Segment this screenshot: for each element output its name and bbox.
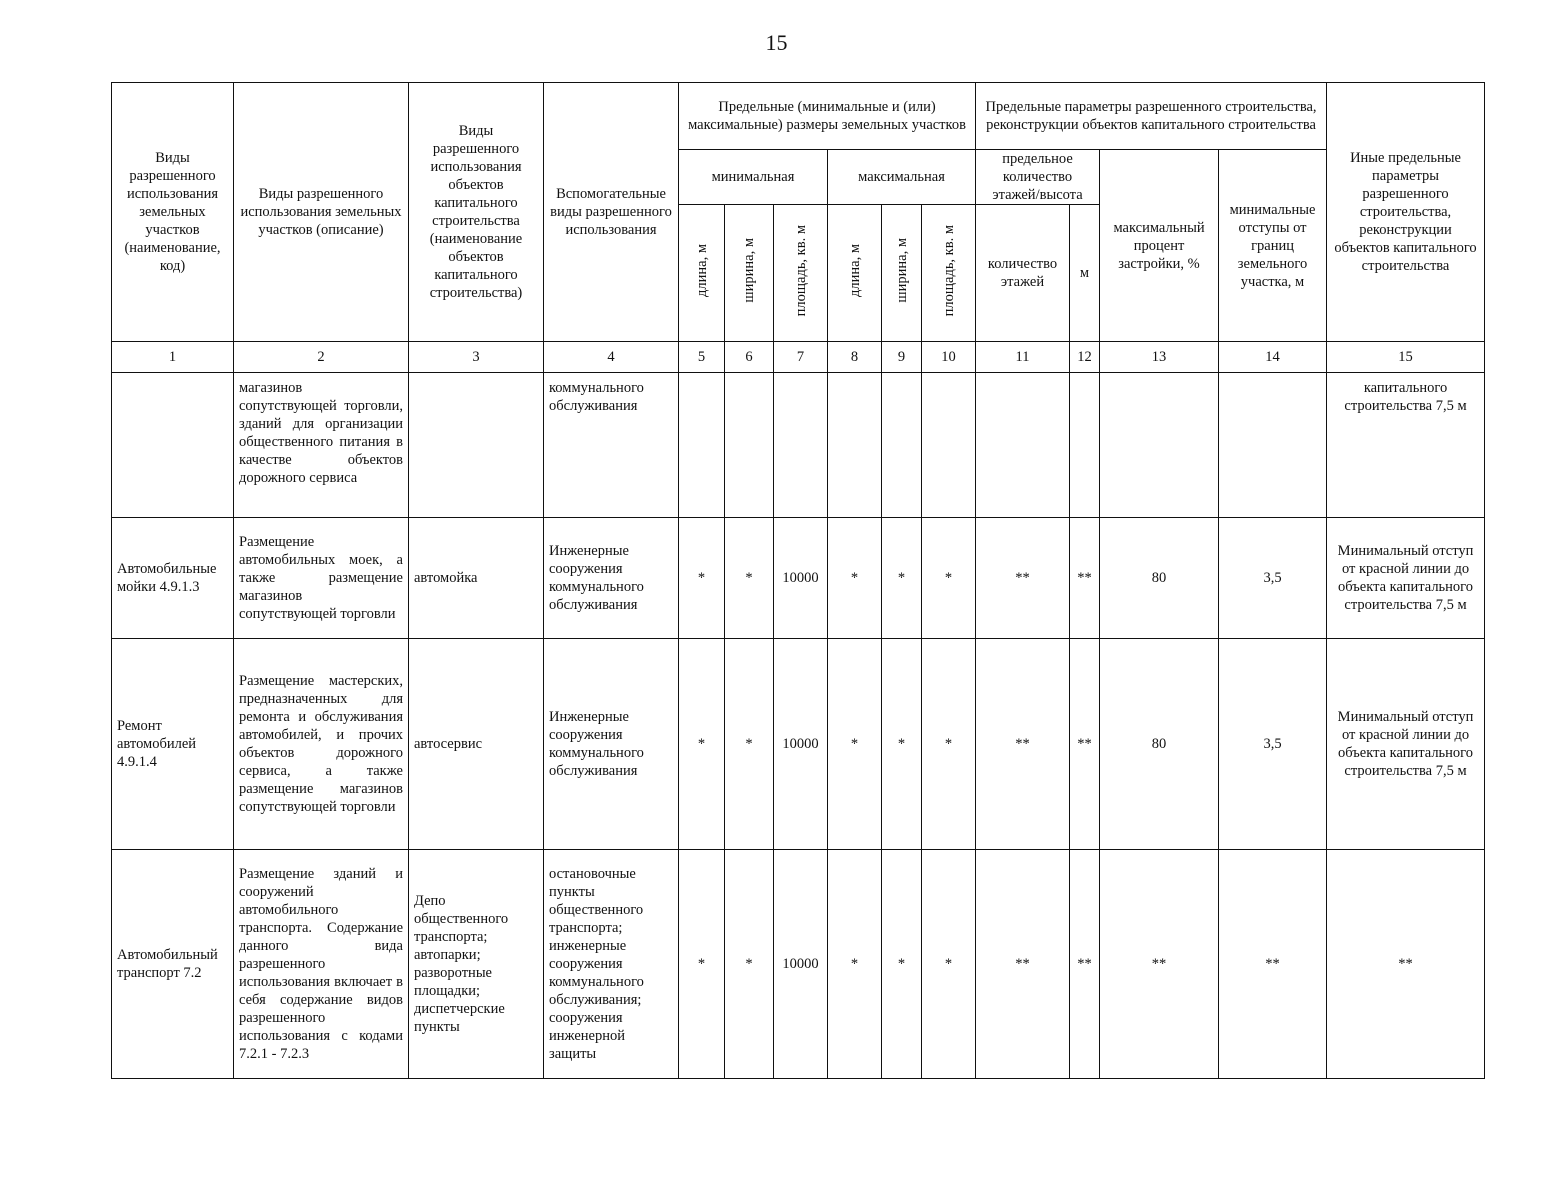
- row-offset: **: [1219, 850, 1327, 1079]
- column-number: 7: [774, 342, 828, 373]
- header-max-area: [922, 205, 976, 342]
- row-percent: 80: [1100, 639, 1219, 850]
- column-number: 13: [1100, 342, 1219, 373]
- header-max-width: [882, 205, 922, 342]
- row-max-length: *: [828, 850, 882, 1079]
- row-offset: [1219, 373, 1327, 518]
- row-max-width: *: [882, 850, 922, 1079]
- zoning-table: [111, 82, 1485, 1079]
- column-number: 1: [112, 342, 234, 373]
- row-description: Размещение зданий и сооружений автомобильного транспорта. Содержание данного вида разрешенного использования включает в себя содержание видов разрешенного использования с кодами 7.2.1 - 7.2.3: [234, 850, 409, 1079]
- row-description: магазинов сопутствующей торговли, зданий для организации общественного питания в качестве объектов дорожного сервиса: [234, 373, 409, 518]
- row-name: Автомобильные мойки 4.9.1.3: [112, 518, 234, 639]
- header-col15: Иные предельные параметры разрешенного строительства, реконструкции объектов капитального строительства: [1327, 83, 1485, 342]
- column-number: 8: [828, 342, 882, 373]
- row-min-length: *: [679, 850, 725, 1079]
- row-min-area: [774, 373, 828, 518]
- header-floors-count: количество этажей: [976, 205, 1070, 342]
- row-auxiliary: Инженерные сооружения коммунального обслуживания: [544, 518, 679, 639]
- row-max-width: *: [882, 639, 922, 850]
- header-min-length-text: длина, м: [693, 244, 710, 297]
- column-number: 6: [725, 342, 774, 373]
- row-max-length: *: [828, 518, 882, 639]
- row-auxiliary: остановочные пункты общественного транспорта; инженерные сооружения коммунального обслуживания; сооружения инженерной защиты: [544, 850, 679, 1079]
- row-floors: **: [976, 850, 1070, 1079]
- column-number: 11: [976, 342, 1070, 373]
- header-max-percent: максимальный процент застройки, %: [1100, 150, 1219, 342]
- row-name: Автомобильный транспорт 7.2: [112, 850, 234, 1079]
- row-min-width: *: [725, 639, 774, 850]
- header-min-area: [774, 205, 828, 342]
- row-floors: [976, 373, 1070, 518]
- row-name: [112, 373, 234, 518]
- row-max-area: *: [922, 639, 976, 850]
- row-min-area: 10000: [774, 639, 828, 850]
- column-number: 15: [1327, 342, 1485, 373]
- row-offset: 3,5: [1219, 639, 1327, 850]
- row-min-width: [725, 373, 774, 518]
- header-build-params: Предельные параметры разрешенного строительства, реконструкции объектов капитального строительства: [976, 83, 1327, 150]
- row-percent: **: [1100, 850, 1219, 1079]
- row-max-width: *: [882, 518, 922, 639]
- header-col4: Вспомогательные виды разрешенного использования: [544, 83, 679, 342]
- header-min-width: [725, 205, 774, 342]
- row-max-area: [922, 373, 976, 518]
- row-min-width: *: [725, 518, 774, 639]
- page-number: 15: [765, 30, 788, 55]
- header-col2: Виды разрешенного использования земельных участков (описание): [234, 83, 409, 342]
- header-minimal: минимальная: [679, 150, 828, 205]
- header-maximal: максимальная: [828, 150, 976, 205]
- row-auxiliary: коммунального обслуживания: [544, 373, 679, 518]
- row-height: [1070, 373, 1100, 518]
- column-number: 14: [1219, 342, 1327, 373]
- row-min-area: 10000: [774, 518, 828, 639]
- row-other: Минимальный отступ от красной линии до объекта капитального строительства 7,5 м: [1327, 639, 1485, 850]
- header-col1: Виды разрешенного использования земельных участков (наименование, код): [112, 83, 234, 342]
- row-floors: **: [976, 518, 1070, 639]
- row-max-area: *: [922, 518, 976, 639]
- header-floors-height: предельное количество этажей/высота: [976, 150, 1100, 205]
- column-number: 9: [882, 342, 922, 373]
- row-floors: **: [976, 639, 1070, 850]
- column-number: 10: [922, 342, 976, 373]
- column-number: 4: [544, 342, 679, 373]
- column-number: 12: [1070, 342, 1100, 373]
- row-name: Ремонт автомобилей 4.9.1.4: [112, 639, 234, 850]
- row-min-length: *: [679, 639, 725, 850]
- row-object: автосервис: [409, 639, 544, 850]
- row-min-length: [679, 373, 725, 518]
- row-description: Размещение мастерских, предназначенных для ремонта и обслуживания автомобилей, и прочих объектов дорожного сервиса, а также размещение магазинов сопутствующей торговли: [234, 639, 409, 850]
- header-row-1: [112, 83, 1485, 150]
- header-max-length-text: длина, м: [846, 244, 863, 297]
- table-row: [112, 639, 1485, 850]
- column-numbers-row: [112, 342, 1485, 373]
- header-max-length: [828, 205, 882, 342]
- row-percent: [1100, 373, 1219, 518]
- table-row: [112, 373, 1485, 518]
- row-height: **: [1070, 639, 1100, 850]
- row-max-length: *: [828, 639, 882, 850]
- row-max-length: [828, 373, 882, 518]
- table-row: [112, 518, 1485, 639]
- row-min-area: 10000: [774, 850, 828, 1079]
- header-min-width-text: ширина, м: [741, 238, 757, 303]
- row-height: **: [1070, 850, 1100, 1079]
- row-height: **: [1070, 518, 1100, 639]
- row-other: капитального строительства 7,5 м: [1327, 373, 1485, 518]
- column-number: 5: [679, 342, 725, 373]
- row-max-area: *: [922, 850, 976, 1079]
- row-other: **: [1327, 850, 1485, 1079]
- row-percent: 80: [1100, 518, 1219, 639]
- column-number: 2: [234, 342, 409, 373]
- header-meters: м: [1070, 205, 1100, 342]
- header-min-offsets: минимальные отступы от границ земельного участка, м: [1219, 150, 1327, 342]
- row-min-length: *: [679, 518, 725, 639]
- row-other: Минимальный отступ от красной линии до объекта капитального строительства 7,5 м: [1327, 518, 1485, 639]
- header-max-area-text: площадь, кв. м: [940, 224, 957, 317]
- header-min-area-text: площадь, кв. м: [792, 224, 809, 317]
- row-min-width: *: [725, 850, 774, 1079]
- header-plot-sizes: Предельные (минимальные и (или) максимальные) размеры земельных участков: [679, 83, 976, 150]
- row-object: [409, 373, 544, 518]
- header-max-width-text: ширина, м: [893, 238, 910, 303]
- row-object: автомойка: [409, 518, 544, 639]
- row-auxiliary: Инженерные сооружения коммунального обслуживания: [544, 639, 679, 850]
- table-row: [112, 850, 1485, 1079]
- header-col3: Виды разрешенного использования объектов капитального строительства (наименование объектов капитального строительства): [409, 83, 544, 342]
- column-number: 3: [409, 342, 544, 373]
- row-offset: 3,5: [1219, 518, 1327, 639]
- row-description: Размещение автомобильных моек, а также размещение магазинов сопутствующей торговли: [234, 518, 409, 639]
- row-max-width: [882, 373, 922, 518]
- header-min-length: [679, 205, 725, 342]
- row-object: Депо общественного транспорта; автопарки; разворотные площадки; диспетчерские пункты: [409, 850, 544, 1079]
